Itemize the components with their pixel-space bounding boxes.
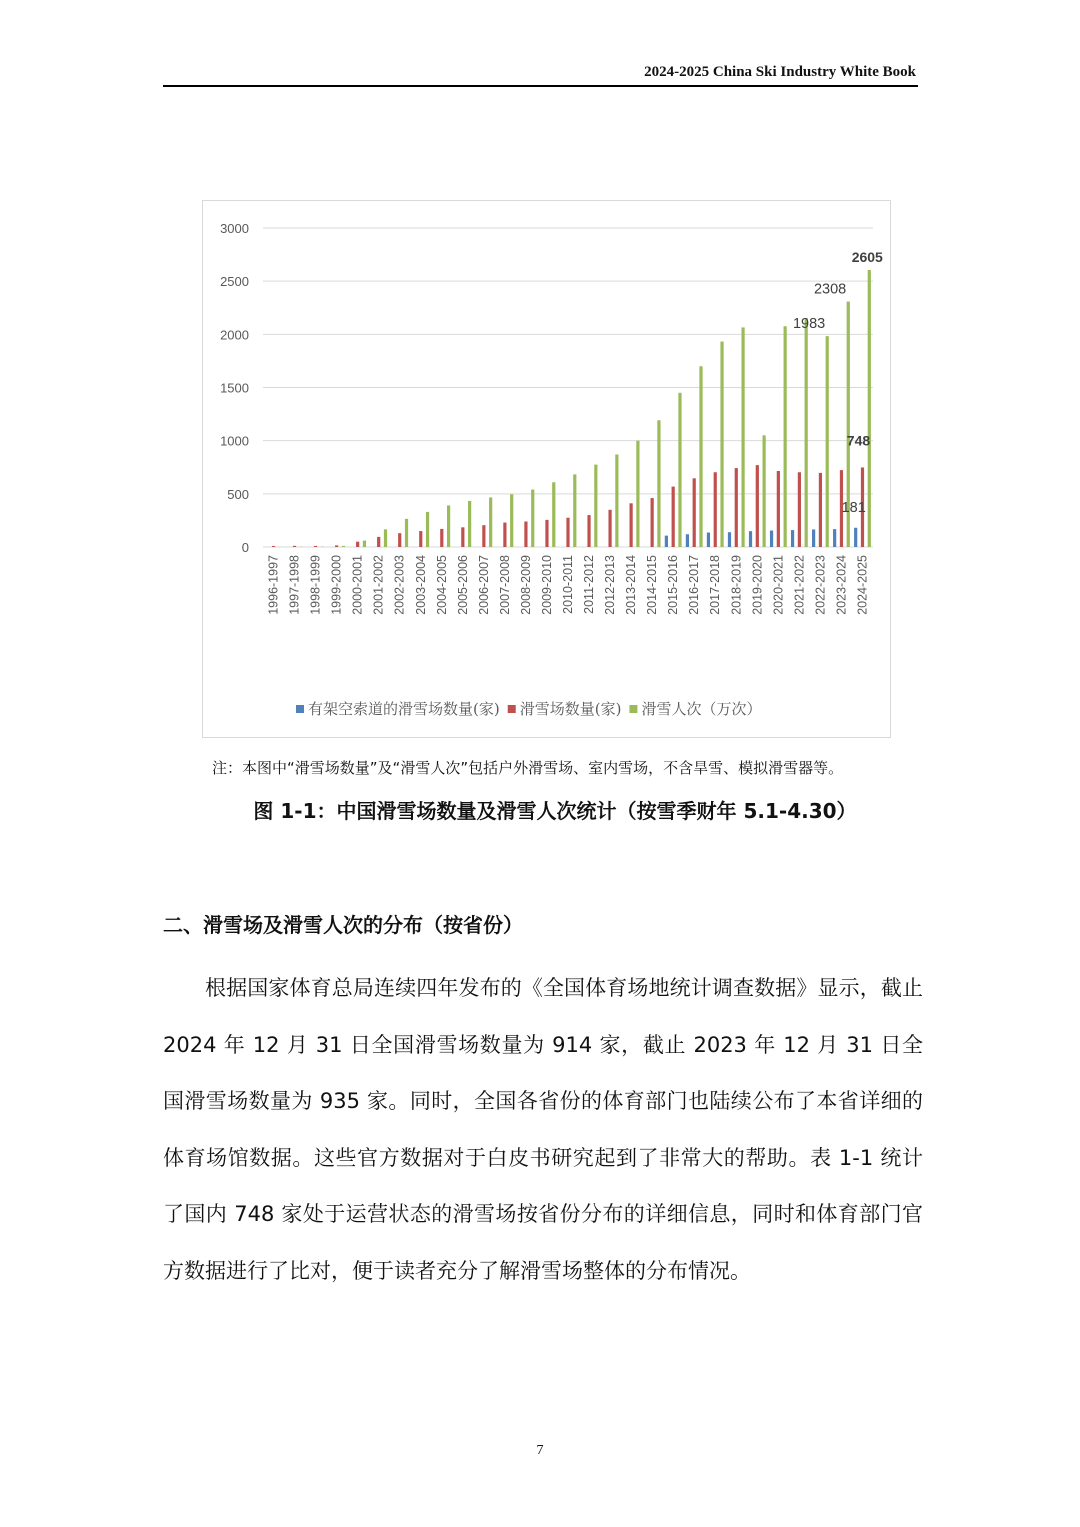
bar <box>587 515 590 547</box>
bar <box>763 435 766 547</box>
bar <box>384 529 387 547</box>
legend-swatch <box>296 705 304 713</box>
ski-statistics-chart <box>203 201 892 739</box>
y-tick-label: 3000 <box>220 221 249 236</box>
x-tick-label: 1996-1997 <box>266 555 281 615</box>
bar <box>615 454 618 547</box>
bar <box>314 546 317 547</box>
x-tick-label: 2024-2025 <box>855 555 870 615</box>
bar <box>531 490 534 547</box>
bar <box>854 528 857 547</box>
bar <box>636 441 639 547</box>
x-tick-label: 2014-2015 <box>645 555 660 615</box>
bar <box>608 510 611 547</box>
x-tick-label: 2023-2024 <box>834 555 849 615</box>
bar <box>377 537 380 547</box>
bar <box>826 336 829 547</box>
y-tick-label: 1000 <box>220 433 249 449</box>
bar <box>672 487 675 547</box>
x-tick-label: 2000-2001 <box>350 555 365 615</box>
bar <box>657 420 660 547</box>
bar <box>440 529 443 547</box>
bar <box>461 527 464 547</box>
x-tick-label: 2002-2003 <box>392 555 407 615</box>
y-tick-label: 2000 <box>220 327 249 343</box>
bar <box>426 512 429 547</box>
bar <box>833 529 836 547</box>
bar <box>419 531 422 547</box>
bar <box>335 545 338 547</box>
data-label: 181 <box>841 499 866 516</box>
bar <box>693 478 696 547</box>
x-tick-label: 2005-2006 <box>455 555 470 615</box>
bar <box>798 472 801 547</box>
data-label: 2308 <box>813 281 847 298</box>
bar <box>784 326 787 547</box>
x-tick-label: 2010-2011 <box>561 555 575 614</box>
bar <box>405 519 408 547</box>
bar <box>665 536 668 547</box>
legend-label: 滑雪人次（万次） <box>641 700 762 718</box>
x-tick-label: 1998-1999 <box>308 555 323 615</box>
bar <box>356 542 359 547</box>
x-tick-label: 2006-2007 <box>476 555 491 615</box>
running-header-title: 2024-2025 China Ski Industry White Book <box>644 64 916 80</box>
data-label: 2605 <box>851 249 883 266</box>
bar <box>699 366 702 547</box>
bar <box>573 474 576 547</box>
bar <box>651 498 654 547</box>
x-tick-label: 2009-2010 <box>539 555 554 615</box>
x-tick-label: 2015-2016 <box>666 555 681 615</box>
bar <box>770 531 773 547</box>
x-tick-label: 2003-2004 <box>413 555 428 615</box>
bar <box>489 497 492 547</box>
x-tick-label: 2012-2013 <box>603 555 618 615</box>
bar <box>566 518 569 547</box>
bar <box>819 473 822 547</box>
y-tick-label: 1500 <box>220 380 249 396</box>
figure-caption: 图 1-1：中国滑雪场数量及滑雪人次统计（按雪季财年 5.1-4.30） <box>253 799 857 823</box>
x-tick-label: 2007-2008 <box>497 555 512 615</box>
y-tick-label: 500 <box>227 486 249 502</box>
bar <box>756 465 759 547</box>
bar <box>749 531 752 547</box>
legend-swatch <box>508 705 516 713</box>
page-number: 7 <box>536 1443 544 1458</box>
bar <box>503 523 506 547</box>
bar <box>545 520 548 547</box>
legend-label: 滑雪场数量(家) <box>519 700 622 718</box>
x-tick-label: 2017-2018 <box>708 555 723 615</box>
bar <box>482 525 485 547</box>
bar <box>447 505 450 547</box>
x-tick-label: 2016-2017 <box>687 555 702 615</box>
x-tick-label: 2019-2020 <box>750 555 765 615</box>
bar <box>714 472 717 547</box>
bar <box>510 494 513 547</box>
x-tick-label: 2022-2023 <box>813 555 828 615</box>
bar <box>630 503 633 547</box>
header-rule <box>163 85 918 87</box>
x-tick-label: 2011-2012 <box>582 555 597 614</box>
bar <box>524 521 527 547</box>
data-label: 748 <box>846 432 871 449</box>
bar <box>594 465 597 547</box>
bar <box>468 501 471 547</box>
x-tick-label: 1997-1998 <box>287 555 302 615</box>
bar <box>293 546 296 547</box>
x-tick-label: 2020-2021 <box>771 555 786 615</box>
bar <box>868 270 871 547</box>
legend-label: 有架空索道的滑雪场数量(家) <box>308 700 500 718</box>
x-tick-label: 2021-2022 <box>792 555 807 615</box>
data-label: 1983 <box>792 316 826 333</box>
x-tick-label: 1999-2000 <box>329 555 344 615</box>
bar <box>272 546 275 547</box>
x-tick-label: 2004-2005 <box>434 555 449 615</box>
x-tick-label: 2001-2002 <box>371 555 386 615</box>
x-tick-label: 2008-2009 <box>518 555 533 615</box>
bar <box>812 529 815 547</box>
chart-frame <box>202 200 891 738</box>
bar <box>720 342 723 547</box>
bar <box>678 393 681 547</box>
legend-swatch <box>629 705 637 713</box>
bar <box>342 546 345 547</box>
bar <box>707 533 710 547</box>
bar <box>398 533 401 547</box>
section-heading: 二、滑雪场及滑雪人次的分布（按省份） <box>163 913 523 937</box>
bar <box>791 530 794 547</box>
bar <box>777 471 780 547</box>
bar <box>735 468 738 547</box>
bar <box>805 318 808 547</box>
x-tick-label: 2018-2019 <box>729 555 744 615</box>
bar <box>741 327 744 547</box>
bar <box>552 482 555 547</box>
body-paragraph: 根据国家体育总局连续四年发布的《全国体育场地统计调查数据》显示，截止 2024 年 12 月 31 日全国滑雪场数量为 914 家，截止 2023 年 12 月 31 日全国滑雪场数量为 935 家。同时，全国各省份的体育部门也陆续公布了本省详细的体育场馆数据。这些官方数据对于白皮书研究起到了非常大的帮助。表 1-1 统计了国内 748 家处于运营状态的滑雪场按省份分布的详细信息，同时和体育部门官方数据进行了比对，便于读者充分了解滑雪场整体的分布情况。 <box>163 976 923 1283</box>
figure-note: 注：本图中“滑雪场数量”及“滑雪人次”包括户外滑雪场、室内雪场，不含旱雪、模拟滑雪器等。 <box>212 759 844 777</box>
bar <box>363 541 366 547</box>
y-tick-label: 0 <box>241 540 249 555</box>
bar <box>728 532 731 547</box>
x-tick-label: 2013-2014 <box>624 555 639 615</box>
y-tick-label: 2500 <box>220 274 249 290</box>
bar <box>686 534 689 547</box>
